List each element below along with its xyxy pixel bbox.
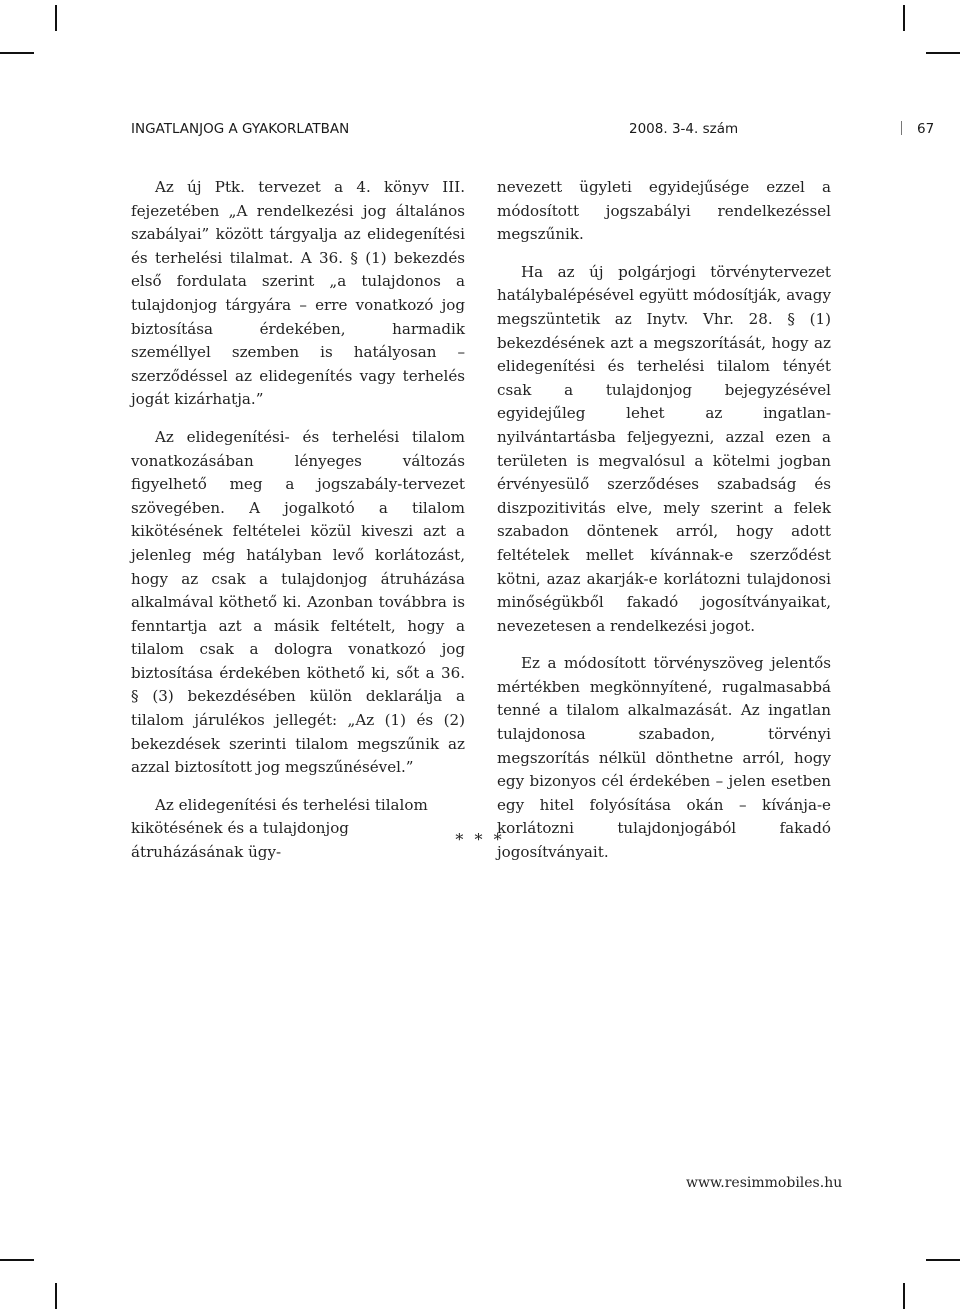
footer-url: www.resimmobiles.hu [686, 1175, 843, 1191]
crop-mark [926, 1259, 960, 1261]
journal-title: INGATLANJOG A GYAKORLATBAN [131, 121, 350, 137]
paragraph: Az új Ptk. tervezet a 4. könyv III. fejezetében „A rendelkezési jog általános szabályai” között tárgyalja az elidegenítési és terhelési tilalmat. A 36. § (1) bekezdés első fordulata szerint „a tulajdonos a tulajdonjog tárgyára – erre vonatkozó jog biztosítása érdekében, harmadik személlyel szemben is hatályosan – szerződéssel az elidegenítés vagy terhelés jogát kizárhatja.” [131, 178, 465, 409]
paragraph: Az elidegenítési- és terhelési tilalom vonatkozásában lényeges változás figyelhető meg a jogszabály-tervezet szövegében. A jogalkotó a tilalom kikötésének feltételei közül kiveszi azt a jelenleg még hatályban levő korlátozást, hogy az csak a tulajdonjog átruházása alkalmával köthető ki. Azonban továbbra is fenntartja azt a másik feltételt, hogy a tilalom csak a dologra vonatkozó jog biztosítása érdekében köthető ki, sőt a 36. § (3) bekezdésében külön deklarálja a tilalom járulékos jellegét: „Az (1) és (2) bekezdések szerinti tilalom megszűnik az azzal biztosított jog megszűnésével.” [131, 427, 465, 777]
left-column [131, 176, 465, 879]
crop-mark [0, 52, 34, 54]
crop-mark [903, 5, 905, 31]
crop-mark [926, 52, 960, 54]
paragraph: Ha az új polgárjogi törvénytervezet hatálybalépésével együtt módosítják, avagy megszüntetik az Inytv. Vhr. 28. § (1) bekezdésének azt a megszorítását, hogy az elidegenítési és terhelési tilalom tényét csak a tulajdonjog bejegyzésével egyidejűleg lehet az ingatlan-nyilvántartásba feljegyezni, azzal ezen a területen is megvalósul a kötelmi jogban érvényesülő szerződéses szabadság és diszpozitivitás elve, mely szerint a felek szabadon döntenek arról, hogy adott feltételek mellet kívánnak-e szerződést kötni, azaz akarják-e korlátozni tulajdonosi minőségükből fakadó jogosítványaikat, nevezetesen a rendelkezési jogot. [497, 262, 831, 635]
section-separator: * * * [455, 830, 505, 849]
running-header [131, 118, 935, 142]
crop-mark [0, 1259, 34, 1261]
crop-mark [55, 5, 57, 31]
paragraph: Az elidegenítési és terhelési tilalom kikötésének és a tulajdonjog átruházásának ügy- [131, 795, 428, 862]
paragraph: Ez a módosított törvényszöveg jelentős mértékben megkönnyítené, rugalmasabbá tenné a tilalom alkalmazását. Az ingatlan tulajdonosa szabadon, törvényi megszorítás nélkül dönthetne arról, hogy egy bizonyos cél érdekében – jelen esetben egy hitel folyósítása okán – kívánja-e korlátozni tulajdonjogából fakadó jogosítványait. [497, 654, 831, 862]
right-column [497, 176, 831, 879]
header-divider [901, 121, 902, 135]
issue-number: 2008. 3-4. szám [629, 121, 739, 137]
paragraph-continuation: nevezett ügyleti egyidejűsége ezzel a módosított jogszabályi rendelkezéssel megszűnik. [497, 178, 831, 244]
crop-mark [903, 1283, 905, 1309]
page-number: 67 [917, 121, 935, 137]
crop-mark [55, 1283, 57, 1309]
